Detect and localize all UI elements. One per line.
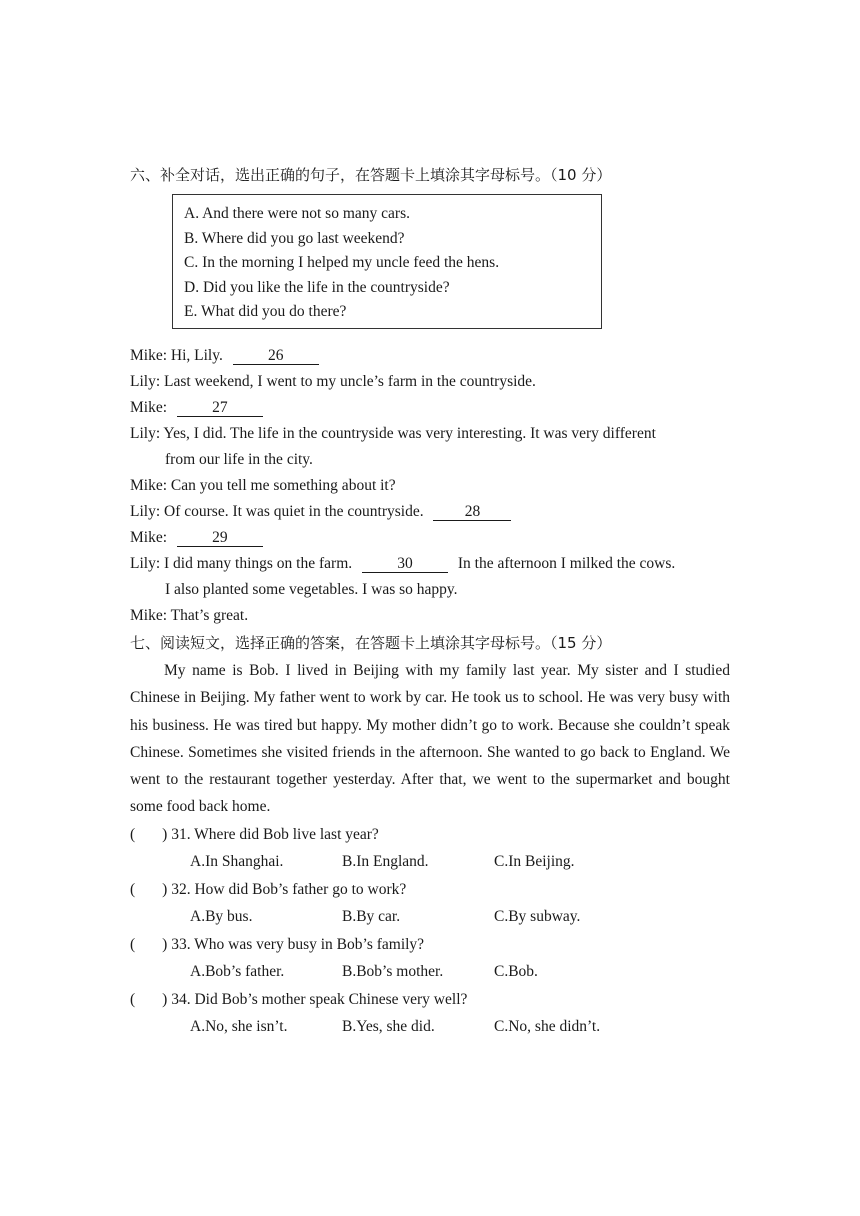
option-e: E. What did you do there? — [184, 303, 347, 320]
dialogue-line-continued: from our life in the city. — [165, 451, 313, 468]
options-box — [172, 194, 602, 329]
question-stem: ) 32. How did Bob’s father go to work? — [162, 881, 407, 898]
choice-c: C.By subway. — [494, 908, 581, 925]
choice-a: A.In Shanghai. — [190, 853, 284, 870]
dialogue-line-29 — [130, 528, 263, 548]
choice-b: B.Bob’s mother. — [342, 963, 444, 980]
dialogue-text: Mike: Hi, Lily. — [130, 347, 223, 364]
dialogue-text-after: In the afternoon I milked the cows. — [457, 555, 676, 572]
choice-a: A.No, she isn’t. — [190, 1018, 288, 1035]
dialogue-text: Lily: I did many things on the farm. — [130, 555, 353, 572]
question-34 — [130, 991, 467, 1009]
dialogue-line: Mike: Can you tell me something about it? — [130, 477, 396, 494]
choice-c: C.No, she didn’t. — [494, 1018, 601, 1035]
option-c: C. In the morning I helped my uncle feed the hens. — [184, 254, 500, 271]
choice-b: B.By car. — [342, 908, 401, 925]
dialogue-text: Mike: — [130, 399, 168, 416]
dialogue-line: Mike: That’s great. — [130, 607, 249, 624]
dialogue-line-26 — [130, 346, 319, 366]
choice-c: C.Bob. — [494, 963, 538, 980]
question-31 — [130, 826, 379, 844]
question-stem: ) 33. Who was very busy in Bob’s family? — [162, 936, 425, 953]
choice-a: A.Bob’s father. — [190, 963, 285, 980]
question-33 — [130, 936, 424, 954]
dialogue-line: Lily: Last weekend, I went to my uncle’s farm in the countryside. — [130, 373, 536, 390]
section-7-heading: 七、阅读短文，选择正确的答案，在答题卡上填涂其字母标号。（15 分） — [130, 634, 612, 652]
dialogue-line-27 — [130, 398, 263, 418]
question-stem: ) 31. Where did Bob live last year? — [162, 826, 379, 843]
blank-30: 30 — [362, 556, 448, 573]
dialogue-text: Lily: Of course. It was quiet in the countryside. — [130, 503, 424, 520]
choice-a: A.By bus. — [190, 908, 253, 925]
choice-c: C.In Beijing. — [494, 853, 575, 870]
blank-26: 26 — [233, 348, 319, 365]
section-6-heading: 六、补全对话，选出正确的句子，在答题卡上填涂其字母标号。（10 分） — [130, 166, 612, 184]
option-b: B. Where did you go last weekend? — [184, 229, 405, 247]
dialogue-line-30 — [130, 554, 675, 574]
answer-paren: ( — [130, 881, 136, 898]
dialogue-line-continued: I also planted some vegetables. I was so happy. — [165, 581, 458, 598]
answer-paren: ( — [130, 991, 136, 1008]
passage-text: My name is Bob. I lived in Beijing with my family last year. My sister and I studied Chinese in Beijing. My father went to work by car. He took us to school. He was very busy with his business. He was tired but happy. My mother didn’t go to work. Because she couldn’t speak Chinese. Sometimes she visited friends in the afternoon. She wanted to go back to England. We went to the restaurant together yesterday. After that, we went to the supermarket and bought some food back home. — [130, 662, 730, 816]
option-d: D. Did you like the life in the countryside? — [184, 278, 450, 296]
option-a: A. And there were not so many cars. — [184, 205, 410, 222]
dialogue-line-28 — [130, 502, 511, 522]
blank-28: 28 — [433, 504, 511, 521]
answer-paren: ( — [130, 826, 136, 843]
question-stem: ) 34. Did Bob’s mother speak Chinese very well? — [162, 991, 468, 1008]
dialogue-line: Lily: Yes, I did. The life in the countryside was very interesting. It was very different — [130, 425, 656, 442]
dialogue-text: Mike: — [130, 529, 168, 546]
choice-b: B.Yes, she did. — [342, 1018, 435, 1035]
blank-27: 27 — [177, 400, 263, 417]
question-32 — [130, 881, 406, 899]
blank-29: 29 — [177, 530, 263, 547]
reading-passage — [130, 657, 730, 821]
answer-paren: ( — [130, 936, 136, 953]
choice-b: B.In England. — [342, 853, 429, 870]
